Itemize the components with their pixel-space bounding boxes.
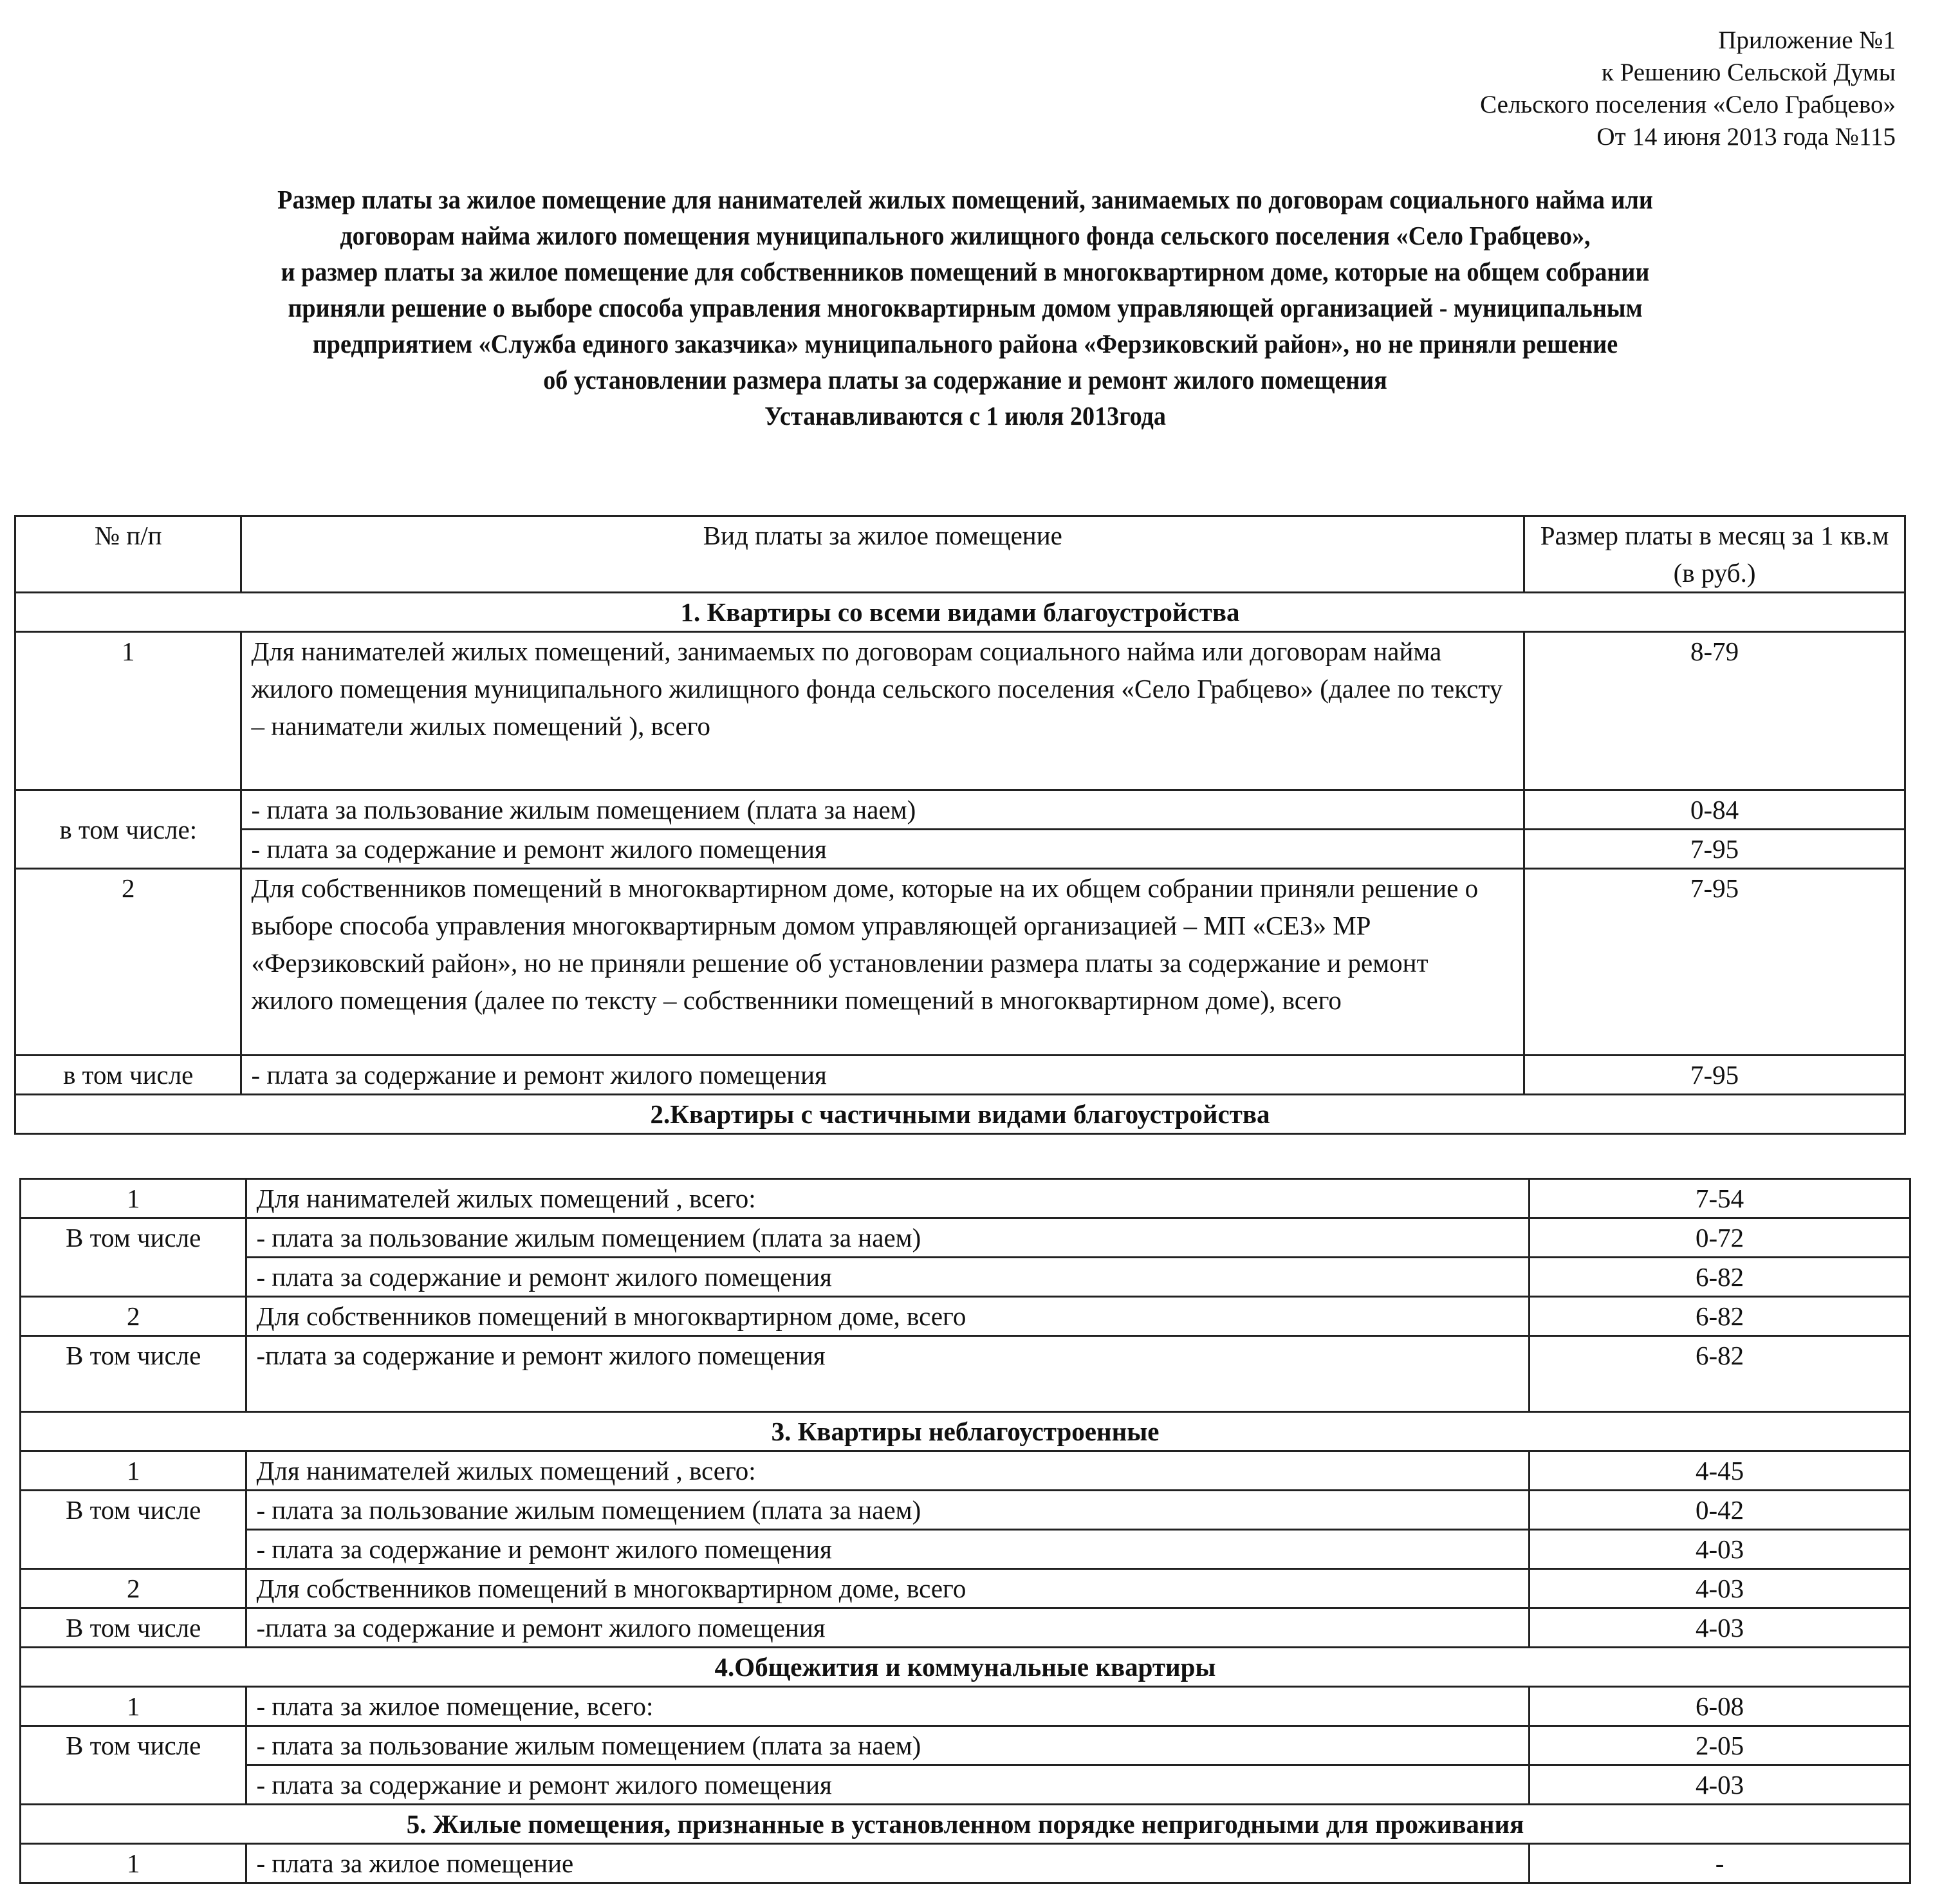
- title-line: приняли решение о выборе способа управления многоквартирным домом управляющей организацией - муниципальным: [288, 293, 1643, 322]
- fee-table-part2: [19, 1178, 1911, 1884]
- table-row: [21, 1530, 1910, 1569]
- including-label: В том числе: [21, 1491, 246, 1569]
- row-number: 1: [15, 632, 241, 790]
- table-row: [21, 1844, 1910, 1883]
- table-row: [15, 830, 1905, 869]
- row-value: -: [1530, 1844, 1910, 1883]
- appendix-reference: [1480, 24, 1896, 153]
- including-label: В том числе: [21, 1726, 246, 1805]
- row-number: 2: [21, 1569, 246, 1608]
- row-description: - плата за содержание и ремонт жилого помещения: [246, 1765, 1530, 1805]
- table-row: [21, 1491, 1910, 1530]
- title-line: договорам найма жилого помещения муниципального жилищного фонда сельского поселения «Село Грабцево»,: [340, 221, 1591, 250]
- appendix-settlement: Сельского поселения «Село Грабцево»: [1480, 91, 1896, 118]
- header-fee-amount: Размер платы в месяц за 1 кв.м (в руб.): [1524, 516, 1905, 593]
- title-line: Устанавливаются с 1 июля 2013года: [764, 401, 1166, 431]
- row-value: 7-54: [1530, 1179, 1910, 1218]
- row-description: - плата за пользование жилым помещением (плата за наем): [246, 1491, 1530, 1530]
- row-description: - плата за содержание и ремонт жилого помещения: [246, 1530, 1530, 1569]
- table-row: [15, 632, 1905, 790]
- row-value: 0-72: [1530, 1218, 1910, 1258]
- row-value: 4-45: [1530, 1451, 1910, 1491]
- including-label: в том числе: [15, 1056, 241, 1095]
- row-description: - плата за содержание и ремонт жилого помещения: [246, 1258, 1530, 1297]
- row-description: - плата за жилое помещение, всего:: [246, 1687, 1530, 1726]
- table-row: [21, 1218, 1910, 1258]
- row-number: 1: [21, 1844, 246, 1883]
- row-description: - плата за жилое помещение: [246, 1844, 1530, 1883]
- row-value: 7-95: [1524, 1056, 1905, 1095]
- section-row: [21, 1412, 1910, 1451]
- table-header-row: [15, 516, 1905, 593]
- table-row: [21, 1258, 1910, 1297]
- title-line: предприятием «Служба единого заказчика» муниципального района «Ферзиковский район», но не приняли решение: [312, 329, 1618, 358]
- table-row: [21, 1297, 1910, 1336]
- including-label: В том числе: [21, 1336, 246, 1412]
- section-title: 5. Жилые помещения, признанные в установленном порядке непригодными для проживания: [21, 1805, 1910, 1844]
- row-value: 7-95: [1524, 869, 1905, 1056]
- section-title: 2.Квартиры с частичными видами благоустройства: [15, 1095, 1905, 1134]
- section-title: 4.Общежития и коммунальные квартиры: [21, 1648, 1910, 1687]
- table-row: [21, 1451, 1910, 1491]
- appendix-decision: к Решению Сельской Думы: [1601, 59, 1896, 86]
- row-value: 4-03: [1530, 1569, 1910, 1608]
- row-description: - плата за пользование жилым помещением (плата за наем): [246, 1726, 1530, 1765]
- including-label: В том числе: [21, 1218, 246, 1297]
- row-description: Для собственников помещений в многоквартирном доме, которые на их общем собрании приняли решение о выборе способа управления многоквартирным домом управляющей организацией – МП «СЕЗ» МР «Ферзиковский район», но не приняли решение об установлении размера платы за содержание и ремонт жилого помещения (далее по тексту – собственники помещений в многоквартирном доме), всего: [241, 869, 1524, 1056]
- appendix-number: Приложение №1: [1718, 26, 1896, 54]
- section-row: [21, 1648, 1910, 1687]
- row-description: - плата за содержание и ремонт жилого помещения: [241, 1056, 1524, 1095]
- section-row: [15, 593, 1905, 632]
- section-row: [15, 1095, 1905, 1134]
- table-row: [21, 1765, 1910, 1805]
- row-description: -плата за содержание и ремонт жилого помещения: [246, 1608, 1530, 1648]
- appendix-date: От 14 июня 2013 года №115: [1596, 123, 1896, 151]
- row-description: -плата за содержание и ремонт жилого помещения: [246, 1336, 1530, 1412]
- row-description: Для собственников помещений в многоквартирном доме, всего: [246, 1569, 1530, 1608]
- row-value: 2-05: [1530, 1726, 1910, 1765]
- section-title: 3. Квартиры неблагоустроенные: [21, 1412, 1910, 1451]
- row-value: 6-82: [1530, 1336, 1910, 1412]
- row-description: Для нанимателей жилых помещений , всего:: [246, 1451, 1530, 1491]
- row-value: 6-82: [1530, 1297, 1910, 1336]
- section-title: 1. Квартиры со всеми видами благоустройства: [15, 593, 1905, 632]
- row-value: 0-42: [1530, 1491, 1910, 1530]
- row-value: 8-79: [1524, 632, 1905, 790]
- row-description: - плата за пользование жилым помещением (плата за наем): [241, 790, 1524, 830]
- title-line: и размер платы за жилое помещение для собственников помещений в многоквартирном доме, которые на общем собрании: [281, 257, 1650, 286]
- table-row: [21, 1569, 1910, 1608]
- including-label: в том числе:: [15, 790, 241, 869]
- row-number: 1: [21, 1687, 246, 1726]
- row-description: Для нанимателей жилых помещений, занимаемых по договорам социального найма или договорам найма жилого помещения муниципального жилищного фонда сельского поселения «Село Грабцево» (далее по тексту – наниматели жилых помещений ), всего: [241, 632, 1524, 790]
- title-line: Размер платы за жилое помещение для нанимателей жилых помещений, занимаемых по договорам социального найма или: [277, 185, 1653, 214]
- including-label: В том числе: [21, 1608, 246, 1648]
- row-value: 6-08: [1530, 1687, 1910, 1726]
- document-title: [104, 181, 1827, 434]
- table-row: [15, 790, 1905, 830]
- row-description: Для нанимателей жилых помещений , всего:: [246, 1179, 1530, 1218]
- table-row: [15, 869, 1905, 1056]
- header-fee-type: Вид платы за жилое помещение: [241, 516, 1524, 593]
- row-number: 2: [15, 869, 241, 1056]
- table-row: [15, 1056, 1905, 1095]
- row-value: 6-82: [1530, 1258, 1910, 1297]
- row-value: 4-03: [1530, 1608, 1910, 1648]
- title-line: об установлении размера платы за содержание и ремонт жилого помещения: [543, 365, 1387, 395]
- table-row: [21, 1179, 1910, 1218]
- row-description: - плата за содержание и ремонт жилого помещения: [241, 830, 1524, 869]
- row-value: 7-95: [1524, 830, 1905, 869]
- row-number: 1: [21, 1179, 246, 1218]
- row-value: 4-03: [1530, 1530, 1910, 1569]
- row-value: 4-03: [1530, 1765, 1910, 1805]
- row-description: Для собственников помещений в многоквартирном доме, всего: [246, 1297, 1530, 1336]
- header-number: № п/п: [15, 516, 241, 593]
- row-value: 0-84: [1524, 790, 1905, 830]
- table-row: [21, 1726, 1910, 1765]
- row-description: - плата за пользование жилым помещением (плата за наем): [246, 1218, 1530, 1258]
- fee-table-part1: [14, 515, 1906, 1135]
- row-number: 1: [21, 1451, 246, 1491]
- table-row: [21, 1336, 1910, 1412]
- table-row: [21, 1608, 1910, 1648]
- table-row: [21, 1687, 1910, 1726]
- row-number: 2: [21, 1297, 246, 1336]
- section-row: [21, 1805, 1910, 1844]
